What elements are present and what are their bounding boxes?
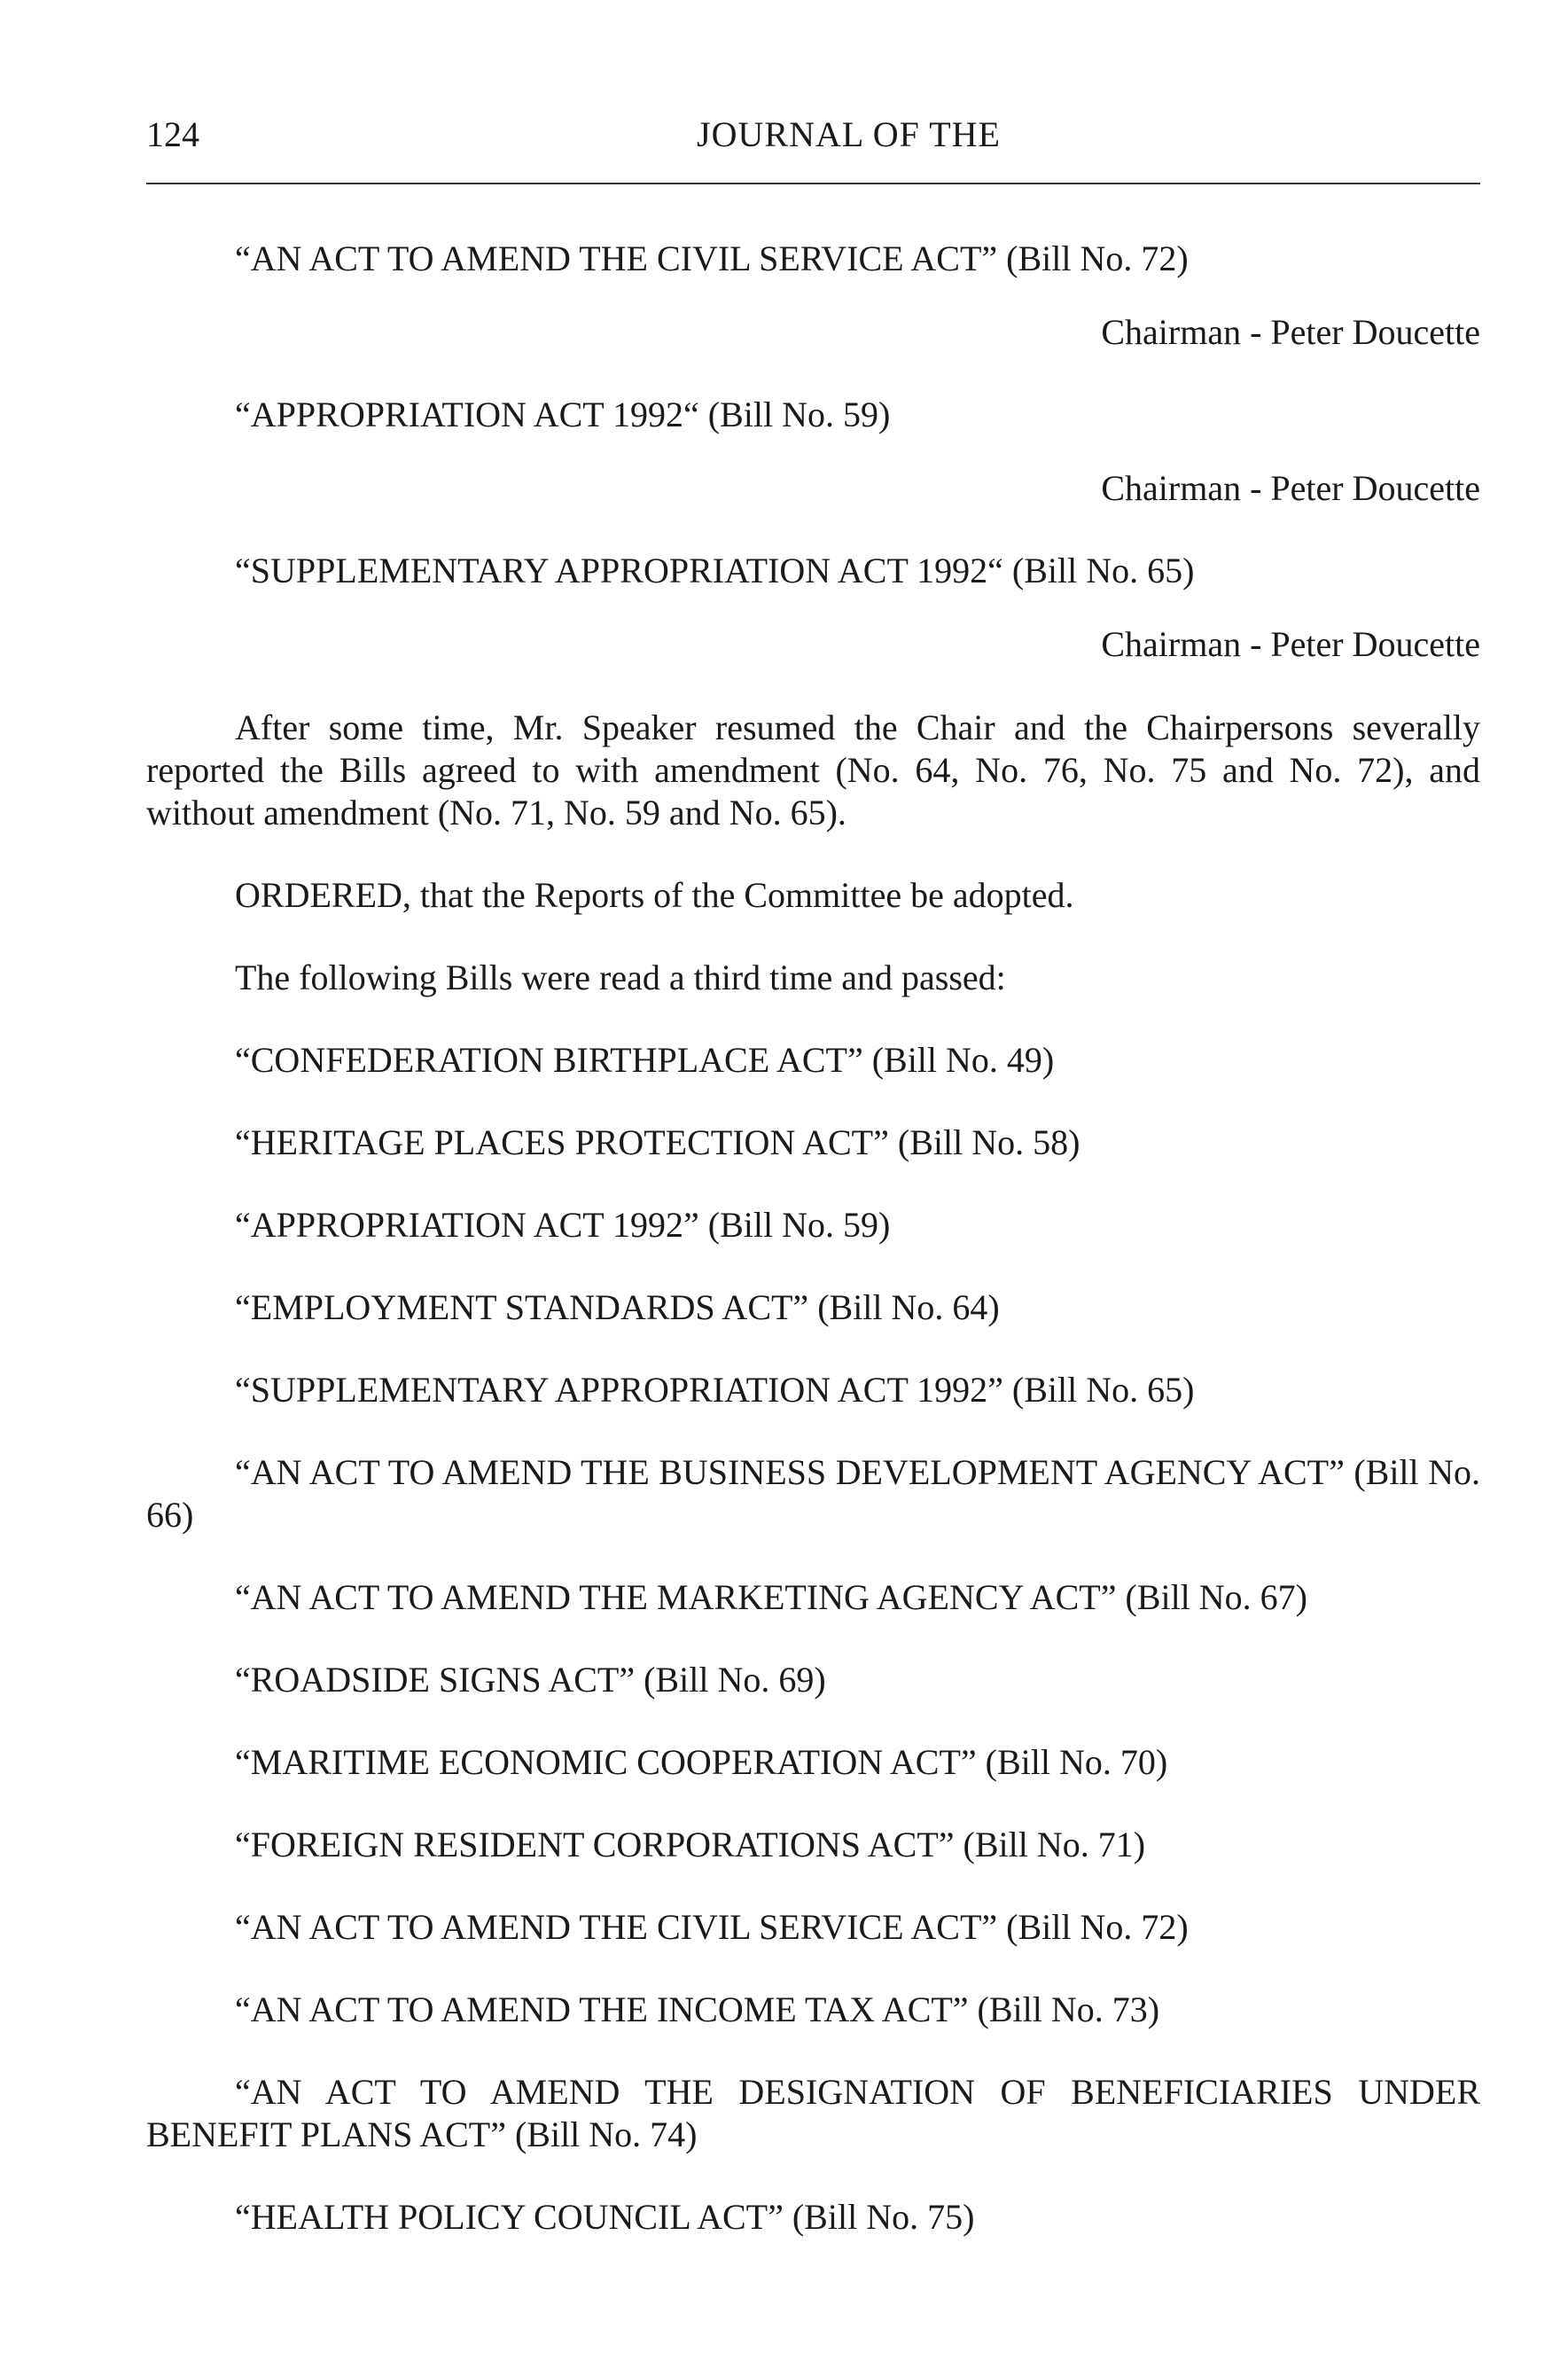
third-reading-bill: “AN ACT TO AMEND THE DESIGNATION OF BENEFICIARIES UNDER BENEFIT PLANS ACT” (Bill No. 74) xyxy=(146,2072,1480,2154)
committee-bill-title: “APPROPRIATION ACT 1992“ (Bill No. 59) xyxy=(235,395,891,434)
third-reading-bill: “EMPLOYMENT STANDARDS ACT” (Bill No. 64) xyxy=(235,1287,1000,1327)
third-reading-bill: “AN ACT TO AMEND THE BUSINESS DEVELOPMENT AGENCY ACT” (Bill No. 66) xyxy=(146,1452,1480,1535)
third-reading-intro: The following Bills were read a third time and passed: xyxy=(235,957,1006,997)
third-reading-bill: “APPROPRIATION ACT 1992” (Bill No. 59) xyxy=(235,1205,891,1245)
running-head: JOURNAL OF THE xyxy=(697,114,1001,154)
report-paragraph: After some time, Mr. Speaker resumed the Chair and the Chairpersons severally reported the Bills agreed to with amendment (No. 64, No. 76, No. 75 and No. 72), and without amendment (No. 71, No. 59 and No. 65). xyxy=(146,707,1480,832)
third-reading-bill: “SUPPLEMENTARY APPROPRIATION ACT 1992” (Bill No. 65) xyxy=(235,1370,1195,1410)
third-reading-bill: “AN ACT TO AMEND THE MARKETING AGENCY ACT” (Bill No. 67) xyxy=(235,1577,1307,1617)
committee-chairman: Chairman - Peter Doucette xyxy=(1101,312,1480,352)
third-reading-bill: “HERITAGE PLACES PROTECTION ACT” (Bill No. 58) xyxy=(235,1122,1080,1162)
header-rule xyxy=(146,183,1480,184)
third-reading-bill: “FOREIGN RESIDENT CORPORATIONS ACT” (Bill No. 71) xyxy=(235,1825,1146,1864)
committee-chairman: Chairman - Peter Doucette xyxy=(1101,468,1480,508)
third-reading-bill: “ROADSIDE SIGNS ACT” (Bill No. 69) xyxy=(235,1660,826,1700)
committee-chairman: Chairman - Peter Doucette xyxy=(1101,624,1480,664)
committee-bill-title: “AN ACT TO AMEND THE CIVIL SERVICE ACT” (Bill No. 72) xyxy=(235,238,1189,278)
ordered-paragraph: ORDERED, that the Reports of the Committee be adopted. xyxy=(235,875,1074,915)
page-header xyxy=(146,108,1480,161)
third-reading-bill: “CONFEDERATION BIRTHPLACE ACT” (Bill No. 49) xyxy=(235,1040,1055,1080)
journal-body xyxy=(146,238,1480,2239)
third-reading-bill: “MARITIME ECONOMIC COOPERATION ACT” (Bill No. 70) xyxy=(235,1742,1168,1782)
committee-bill-title: “SUPPLEMENTARY APPROPRIATION ACT 1992“ (Bill No. 65) xyxy=(235,551,1195,590)
third-reading-bill: “AN ACT TO AMEND THE CIVIL SERVICE ACT” (Bill No. 72) xyxy=(235,1907,1189,1947)
third-reading-bill: “AN ACT TO AMEND THE INCOME TAX ACT” (Bill No. 73) xyxy=(235,1989,1160,2029)
page-number: 124 xyxy=(146,114,199,154)
third-reading-bill: “HEALTH POLICY COUNCIL ACT” (Bill No. 75) xyxy=(235,2197,975,2237)
